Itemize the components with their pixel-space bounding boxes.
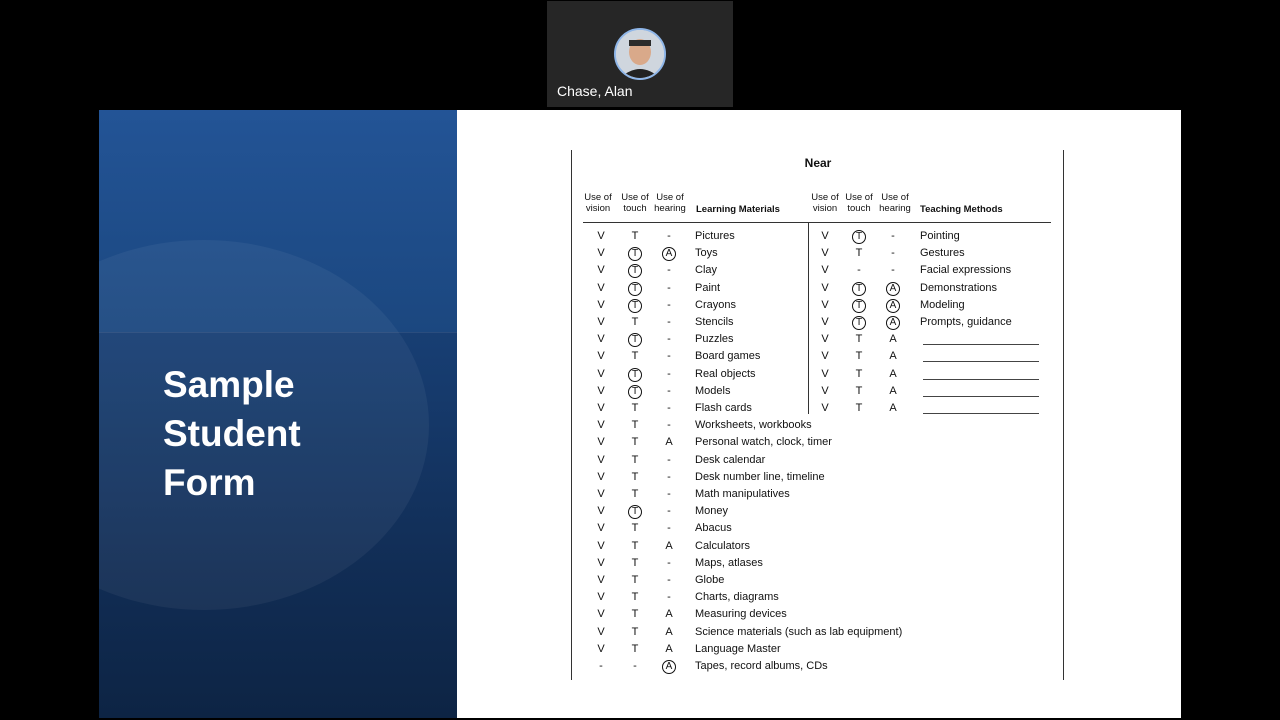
learning-material-label: Clay <box>695 264 718 277</box>
hearing-mark <box>885 315 901 330</box>
header-use-of-touch: Use of touch <box>845 192 873 214</box>
hearing-mark <box>661 659 677 674</box>
form-title: Near <box>804 156 832 170</box>
header-use-of-hearing: Use of hearing <box>879 192 911 214</box>
hearing-mark: - <box>667 298 671 311</box>
blank-entry-line <box>923 413 1039 414</box>
hearing-mark: - <box>667 367 671 380</box>
vision-mark: V <box>597 488 605 500</box>
touch-mark <box>627 246 643 261</box>
learning-material-label: Stencils <box>695 316 734 328</box>
hearing-mark: - <box>667 470 671 483</box>
touch-mark: - <box>857 264 861 277</box>
hearing-mark: - <box>667 316 671 328</box>
learning-material-label: Abacus <box>695 522 732 535</box>
hearing-mark: A <box>889 402 897 414</box>
touch-mark: T <box>631 591 639 604</box>
circled-mark: T <box>852 299 866 313</box>
learning-material-label: Toys <box>695 247 718 260</box>
hearing-mark: A <box>889 367 897 380</box>
vision-mark: V <box>597 556 605 569</box>
vision-mark: V <box>821 230 829 242</box>
vision-mark: V <box>597 247 605 260</box>
learning-material-label: Board games <box>695 350 761 363</box>
blank-entry-line <box>923 344 1039 345</box>
blank-entry-line <box>923 361 1039 362</box>
hearing-mark <box>885 298 901 313</box>
circled-mark: T <box>852 230 866 244</box>
learning-material-label: Crayons <box>695 298 736 311</box>
touch-mark: T <box>631 642 639 655</box>
header-teaching-methods: Teaching Methods <box>920 204 1003 215</box>
touch-mark <box>627 384 643 399</box>
hearing-mark: - <box>667 419 671 432</box>
learning-material-label: Math manipulatives <box>695 488 790 500</box>
vision-mark: V <box>597 230 605 242</box>
touch-mark: T <box>631 625 639 638</box>
hearing-mark <box>661 246 677 261</box>
touch-mark: T <box>631 350 639 363</box>
learning-material-label: Models <box>695 384 731 397</box>
learning-material-label: Flash cards <box>695 402 752 414</box>
touch-mark: T <box>631 539 639 552</box>
learning-material-label: Money <box>695 505 729 518</box>
blank-entry-line <box>923 379 1039 380</box>
vision-mark: V <box>597 316 605 328</box>
touch-mark <box>627 281 643 296</box>
touch-mark: T <box>631 556 639 569</box>
touch-mark <box>627 263 643 278</box>
vision-mark: V <box>597 574 605 586</box>
touch-mark: T <box>855 367 863 380</box>
touch-mark <box>627 332 643 347</box>
hearing-mark: A <box>665 625 673 638</box>
hearing-mark: - <box>891 264 895 277</box>
vision-mark: V <box>597 591 605 604</box>
touch-mark <box>851 229 867 244</box>
circled-mark: T <box>852 316 866 330</box>
vision-mark: V <box>597 350 605 363</box>
blank-entry-line <box>923 396 1039 397</box>
hearing-mark: - <box>891 247 895 260</box>
form-left-border <box>571 150 572 680</box>
hearing-mark: - <box>667 522 671 535</box>
hearing-mark: A <box>889 333 897 346</box>
learning-material-label: Desk calendar <box>695 453 766 466</box>
learning-material-label: Calculators <box>695 539 751 552</box>
hearing-mark: - <box>667 230 671 242</box>
vision-mark: V <box>597 470 605 483</box>
vision-mark: V <box>597 625 605 638</box>
header-rule <box>583 222 1051 223</box>
vision-mark: V <box>597 453 605 466</box>
touch-mark <box>851 298 867 313</box>
teaching-method-label: Pointing <box>920 230 960 242</box>
vision-mark: V <box>597 539 605 552</box>
teaching-method-label: Modeling <box>920 298 965 311</box>
vision-mark: V <box>821 316 829 328</box>
touch-mark: T <box>631 574 639 586</box>
hearing-mark <box>885 281 901 296</box>
vision-mark: V <box>821 402 829 414</box>
vision-mark: V <box>597 298 605 311</box>
touch-mark <box>851 281 867 296</box>
touch-mark: T <box>631 453 639 466</box>
vision-mark: V <box>597 367 605 380</box>
circled-mark: T <box>628 368 642 382</box>
hearing-mark: A <box>889 384 897 397</box>
touch-mark: T <box>631 522 639 535</box>
learning-material-label: Globe <box>695 574 725 586</box>
touch-mark: T <box>855 247 863 260</box>
learning-material-label: Measuring devices <box>695 608 787 621</box>
teaching-method-label: Facial expressions <box>920 264 1012 277</box>
learning-material-label: Puzzles <box>695 333 734 346</box>
learning-material-label: Real objects <box>695 367 756 380</box>
hearing-mark: - <box>667 350 671 363</box>
learning-material-label: Charts, diagrams <box>695 591 779 604</box>
learning-material-label: Maps, atlases <box>695 556 763 569</box>
learning-material-label: Paint <box>695 281 721 294</box>
circled-mark: T <box>628 385 642 399</box>
form-right-border <box>1063 150 1064 680</box>
touch-mark <box>851 315 867 330</box>
vision-mark: V <box>821 367 829 380</box>
hearing-mark: - <box>667 574 671 586</box>
touch-mark: T <box>631 402 639 414</box>
learning-material-label: Personal watch, clock, timer <box>695 436 832 449</box>
header-use-of-hearing: Use of hearing <box>654 192 686 214</box>
circled-mark: A <box>662 247 676 261</box>
hearing-mark: - <box>667 556 671 569</box>
learning-material-label: Pictures <box>695 230 735 242</box>
hearing-mark: - <box>891 230 895 242</box>
touch-mark: T <box>631 488 639 500</box>
circled-mark: A <box>886 282 900 296</box>
hearing-mark: - <box>667 384 671 397</box>
circled-mark: A <box>662 660 676 674</box>
participant-avatar <box>614 28 666 80</box>
vision-mark: - <box>599 660 603 672</box>
header-learning-materials: Learning Materials <box>696 204 780 215</box>
teaching-method-label: Gestures <box>920 247 965 260</box>
circled-mark: T <box>628 333 642 347</box>
circled-mark: T <box>628 505 642 519</box>
circled-mark: T <box>628 264 642 278</box>
vision-mark: V <box>597 642 605 655</box>
hearing-mark: - <box>667 505 671 518</box>
circled-mark: T <box>628 282 642 296</box>
learning-material-label: Worksheets, workbooks <box>695 419 812 432</box>
sample-student-form <box>571 150 1065 680</box>
teaching-method-label: Prompts, guidance <box>920 316 1012 328</box>
slide-title-panel <box>99 110 457 718</box>
section-divider <box>808 222 809 414</box>
slide-title-line: Sample <box>163 364 295 405</box>
hearing-mark: - <box>667 333 671 346</box>
circled-mark: T <box>852 282 866 296</box>
hearing-mark: - <box>667 281 671 294</box>
shared-slide <box>99 110 1181 718</box>
slide-title-line: Form <box>163 462 256 503</box>
hearing-mark: A <box>665 642 673 655</box>
touch-mark: T <box>631 436 639 449</box>
touch-mark: T <box>631 608 639 621</box>
person-photo-icon <box>616 30 664 78</box>
touch-mark: T <box>631 316 639 328</box>
circled-mark: A <box>886 299 900 313</box>
vision-mark: V <box>597 505 605 518</box>
slide-title <box>163 360 443 507</box>
vision-mark: V <box>821 350 829 363</box>
vision-mark: V <box>597 333 605 346</box>
learning-material-label: Desk number line, timeline <box>695 470 825 483</box>
header-use-of-vision: Use of vision <box>584 192 612 214</box>
vision-mark: V <box>597 264 605 277</box>
hearing-mark: - <box>667 488 671 500</box>
vision-mark: V <box>821 384 829 397</box>
touch-mark <box>627 504 643 519</box>
touch-mark <box>627 298 643 313</box>
touch-mark: T <box>855 350 863 363</box>
vision-mark: V <box>597 419 605 432</box>
touch-mark <box>627 367 643 382</box>
touch-mark: T <box>631 419 639 432</box>
hearing-mark: A <box>889 350 897 363</box>
vision-mark: V <box>597 402 605 414</box>
hearing-mark: A <box>665 539 673 552</box>
vision-mark: V <box>597 608 605 621</box>
vision-mark: V <box>597 384 605 397</box>
vision-mark: V <box>821 333 829 346</box>
hearing-mark: - <box>667 402 671 414</box>
vision-mark: V <box>821 281 829 294</box>
learning-material-label: Science materials (such as lab equipment) <box>695 625 903 638</box>
touch-mark: - <box>633 660 637 672</box>
header-use-of-touch: Use of touch <box>621 192 649 214</box>
hearing-mark: - <box>667 591 671 604</box>
touch-mark: T <box>855 333 863 346</box>
touch-mark: T <box>855 402 863 414</box>
vision-mark: V <box>821 247 829 260</box>
circled-mark: T <box>628 247 642 261</box>
circled-mark: A <box>886 316 900 330</box>
hearing-mark: - <box>667 453 671 466</box>
teaching-method-label: Demonstrations <box>920 281 998 294</box>
vision-mark: V <box>597 522 605 535</box>
hearing-mark: A <box>665 608 673 621</box>
vision-mark: V <box>597 281 605 294</box>
vision-mark: V <box>821 298 829 311</box>
vision-mark: V <box>821 264 829 277</box>
header-use-of-vision: Use of vision <box>811 192 839 214</box>
vision-mark: V <box>597 436 605 449</box>
hearing-mark: - <box>667 264 671 277</box>
learning-material-label: Language Master <box>695 642 781 655</box>
circled-mark: T <box>628 299 642 313</box>
learning-material-label: Tapes, record albums, CDs <box>695 660 828 672</box>
participant-name: Chase, Alan <box>557 83 633 99</box>
hearing-mark: A <box>665 436 673 449</box>
touch-mark: T <box>631 230 639 242</box>
slide-title-line: Student <box>163 413 301 454</box>
touch-mark: T <box>631 470 639 483</box>
touch-mark: T <box>855 384 863 397</box>
